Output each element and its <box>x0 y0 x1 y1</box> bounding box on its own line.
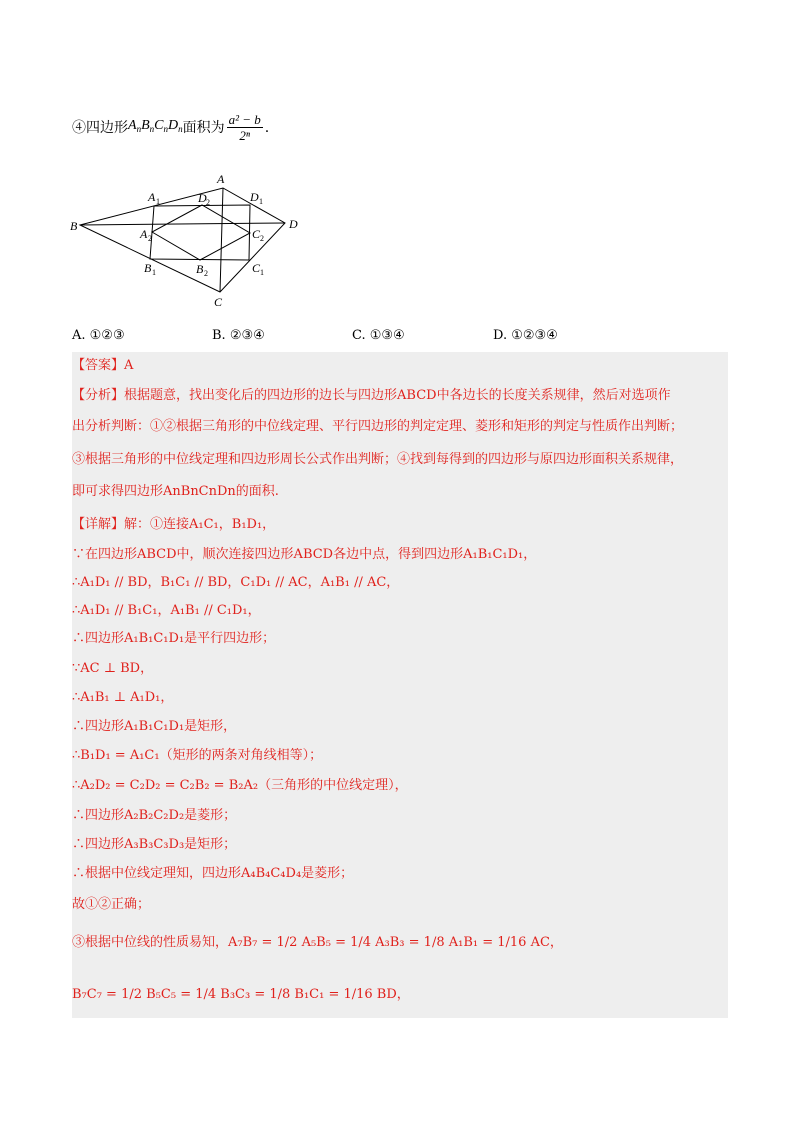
label-d1: D <box>250 190 259 204</box>
detail-line-6: ∵AC ⊥ BD， <box>72 661 154 676</box>
area-fraction <box>227 112 263 143</box>
detail-line-9 <box>72 746 322 766</box>
detail-line-12: ∴四边形A₃B₃C₃D₃是矩形； <box>72 837 237 852</box>
detail-line-11: ∴四边形A₂B₂C₂D₂是菱形； <box>72 808 237 823</box>
label-b1: B <box>144 261 152 275</box>
label-c2: C <box>252 227 261 241</box>
label-d: D <box>289 217 298 231</box>
analysis-line-1 <box>72 386 671 406</box>
option-b[interactable]: B. ②③④ <box>212 328 265 343</box>
label-a1: A <box>148 190 156 204</box>
label-b: B <box>70 219 78 233</box>
detail-9-math: ∴B₁D₁ = A₁C₁ <box>72 748 160 763</box>
label-b2-sub: 2 <box>204 269 208 278</box>
label-a2-sub: 2 <box>148 234 152 243</box>
detail-10-note: （三角形的中位线定理）， <box>258 778 408 793</box>
detail-line-8: ∴四边形A₁B₁C₁D₁是矩形， <box>72 719 237 734</box>
label-c2-sub: 2 <box>260 234 264 243</box>
detail-9-note: （矩形的两条对角线相等）； <box>159 748 323 763</box>
diagonal-ac <box>220 188 223 292</box>
detail-line-4: ∴A₁D₁ // B₁C₁，A₁B₁ // C₁D₁， <box>72 603 261 618</box>
analysis-label: 【分析】 <box>72 388 125 403</box>
label-a1-sub: 1 <box>156 197 160 206</box>
figure-svg <box>60 170 310 315</box>
label-c1: C <box>252 261 261 275</box>
detail-10-math: ∴A₂D₂ = C₂D₂ = C₂B₂ = B₂A₂ <box>72 778 259 793</box>
statement-suffix: 面积为 <box>182 119 225 136</box>
label-a: A <box>217 172 225 186</box>
option-d[interactable]: D. ①②③④ <box>493 328 558 343</box>
detail-line-3: ∴A₁D₁ // BD，B₁C₁ // BD，C₁D₁ // AC，A₁B₁ // AC， <box>72 575 400 590</box>
label-d2-sub: 2 <box>206 198 210 207</box>
answer-options <box>72 328 732 348</box>
detail-line-1 <box>72 515 275 535</box>
label-a2: A <box>140 227 148 241</box>
detail-line-5: ∴四边形A₁B₁C₁D₁是平行四边形； <box>72 631 276 646</box>
detail-line-14: 故①②正确； <box>72 897 151 912</box>
quad-name: $A_nB_nC_nD_n$ <box>128 118 183 134</box>
analysis-line-3: ③根据三角形的中位线定理和四边形周长公式作出判断；④找到每得到的四边形与原四边形面积关系规律， <box>72 452 684 467</box>
label-d2: D <box>198 191 207 205</box>
analysis-line-2: 出分析判断：①②根据三角形的中位线定理、平行四边形的判定定理、菱形和矩形的判定与性质作出判断； <box>72 419 684 434</box>
analysis-text-1: 根据题意，找出变化后的四边形的边长与四边形ABCD中各边长的长度关系规律，然后对选项作 <box>124 388 671 403</box>
label-b2: B <box>196 262 204 276</box>
answer-line <box>72 356 133 376</box>
area-denominator: 2ⁿ <box>239 128 250 143</box>
detail-line-13: ∴根据中位线定理知，四边形A₄B₄C₄D₄是菱形； <box>72 866 354 881</box>
label-d1-sub: 1 <box>259 197 263 206</box>
area-numerator: a² − b <box>228 112 261 127</box>
question-statement <box>72 112 269 143</box>
detail-text-1: 解：①连接A₁C₁，B₁D₁， <box>124 517 276 532</box>
label-c1-sub: 1 <box>260 268 264 277</box>
detail-line-16: B₇C₇ = 1/2 B₅C₅ = 1/4 B₃C₃ = 1/8 B₁C₁ = 1/16 BD， <box>72 987 410 1002</box>
label-c: C <box>214 295 223 309</box>
geometry-figure <box>60 170 310 315</box>
statement-end: . <box>264 119 270 136</box>
statement-prefix: ④四边形 <box>72 119 128 136</box>
option-c[interactable]: C. ①③④ <box>352 328 405 343</box>
detail-line-2: ∵在四边形ABCD中，顺次连接四边形ABCD各边中点，得到四边形A₁B₁C₁D₁， <box>72 547 537 562</box>
label-b1-sub: 1 <box>152 268 156 277</box>
quad-a2b2c2d2 <box>152 205 250 260</box>
quad-a1b1c1d1 <box>150 205 250 260</box>
answer-value: A <box>124 358 134 373</box>
analysis-line-4: 即可求得四边形AnBnCnDn的面积. <box>72 484 279 499</box>
answer-label: 【答案】 <box>72 358 125 373</box>
detail-label: 【详解】 <box>72 517 125 532</box>
detail-line-10 <box>72 776 408 796</box>
option-a[interactable]: A. ①②③ <box>72 328 125 343</box>
detail-line-7: ∴A₁B₁ ⊥ A₁D₁， <box>72 690 174 705</box>
diagonal-bd <box>80 223 285 225</box>
detail-line-15: ③根据中位线的性质易知，A₇B₇ = 1/2 A₅B₅ = 1/4 A₃B₃ = 1/8 A₁B₁ = 1/16 AC， <box>72 935 563 950</box>
